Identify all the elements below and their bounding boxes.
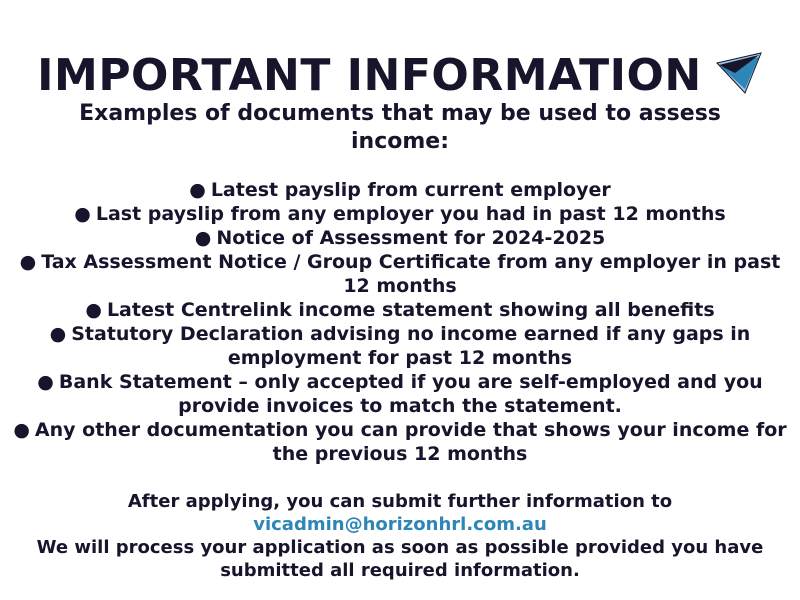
- bullet-icon: ●: [49, 323, 67, 345]
- subtitle: Examples of documents that may be used to assess income:: [79, 101, 721, 154]
- list-item: [10, 322, 790, 370]
- list-item: [10, 226, 790, 250]
- list-item-text: Tax Assessment Notice / Group Certificate from any employer in past 12 months: [41, 251, 781, 297]
- list-item-text: Bank Statement – only accepted if you are self-employed and you provide invoices to match the statement.: [58, 371, 763, 417]
- list-item: [10, 178, 790, 202]
- footer-line-submit: After applying, you can submit further information to: [127, 491, 673, 512]
- list-item-text: Last payslip from any employer you had in past 12 months: [95, 203, 726, 225]
- bullet-icon: ●: [189, 179, 206, 201]
- bullet-icon: ●: [37, 371, 54, 393]
- list-item-text: Any other documentation you can provide that shows your income for the previous 12 months: [34, 419, 787, 465]
- title-row: [0, 50, 800, 106]
- bullet-icon: ●: [194, 227, 212, 249]
- footer-section: [0, 490, 800, 582]
- list-item-text: Statutory Declaration advising no income earned if any gaps in employment for past 12 months: [71, 323, 751, 369]
- page-title: IMPORTANT INFORMATION: [37, 50, 702, 101]
- footer-line-processing: We will process your application as soon as possible provided you have submitted all required information.: [36, 537, 764, 581]
- documents-list: [10, 178, 790, 466]
- list-item: [10, 418, 790, 466]
- list-item: [10, 370, 790, 418]
- list-item-text: Notice of Assessment for 2024-2025: [216, 227, 606, 249]
- contact-email-link[interactable]: vicadmin@horizonhrl.com.au: [253, 514, 547, 535]
- bullet-icon: ●: [13, 419, 30, 441]
- list-item: [10, 298, 790, 322]
- triangle-logo-icon: [715, 51, 763, 95]
- bullet-icon: ●: [85, 299, 102, 321]
- bullet-icon: ●: [74, 203, 91, 225]
- bullet-icon: ●: [19, 251, 37, 273]
- list-item-text: Latest payslip from current employer: [210, 179, 611, 201]
- list-item: [10, 250, 790, 298]
- list-item: [10, 202, 790, 226]
- list-item-text: Latest Centrelink income statement showing all benefits: [106, 299, 715, 321]
